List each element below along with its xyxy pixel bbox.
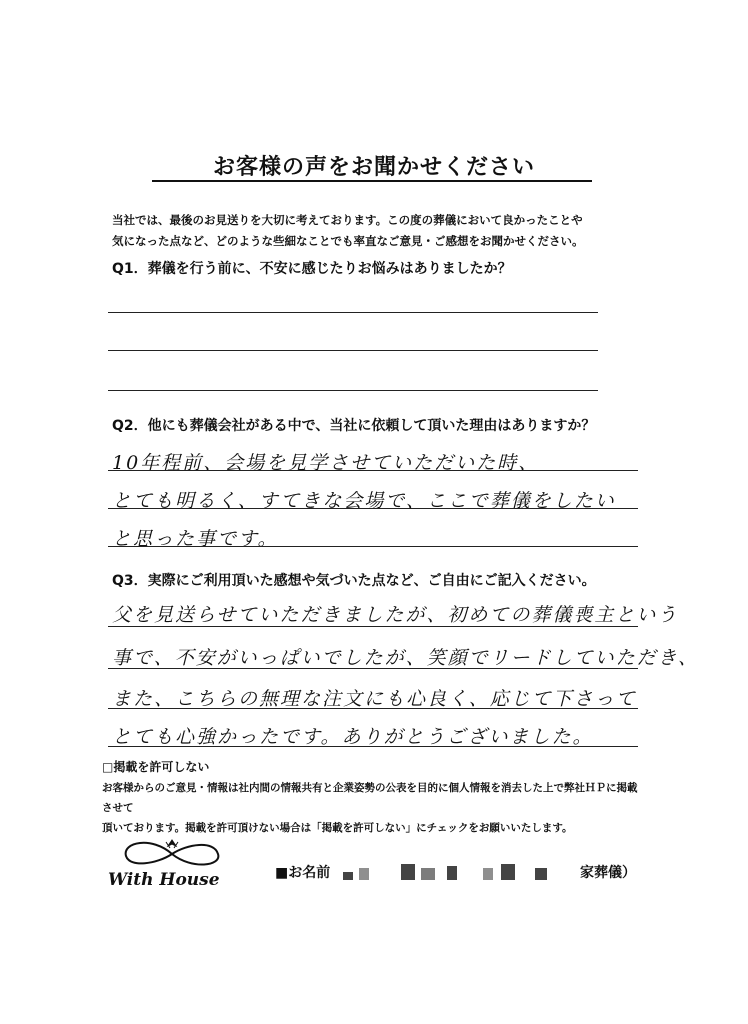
redacted-name: [335, 858, 575, 884]
handwritten-answer-line: 事で、不安がいっぱいでしたが、笑顔でリードしていただき、: [112, 647, 699, 669]
answer-line-2: [108, 350, 598, 351]
answer-line: [108, 470, 638, 471]
intro-line: 気になった点など、どのような些細なことでも率直なご意見・ご感想をお聞かせください。: [112, 234, 584, 248]
answer-line: [108, 708, 638, 709]
no-publish-checkbox[interactable]: □掲載を許可しない: [102, 760, 210, 774]
question-1: Q1．葬儀を行う前に、不安に感じたりお悩みはありましたか？: [112, 261, 512, 277]
handwritten-answer-line: と思った事です。: [112, 528, 279, 550]
question-3: Q3．実際にご利用頂いた感想や気づいた点など、ご自由にご記入ください。: [112, 573, 596, 589]
handwritten-answer-line: とても明るく、すてきな会場で、ここで葬儀をしたい: [112, 490, 616, 512]
answer-line: [108, 546, 638, 547]
notice-line: お客様からのご意見・情報は社内間の情報共有と企業姿勢の公表を目的に個人情報を消去した上で弊社ＨＰに掲載させて: [102, 782, 638, 814]
name-suffix: 家葬儀）: [580, 865, 636, 881]
handwritten-answer-line: 父を見送らせていただきましたが、初めての葬儀喪主という: [112, 604, 679, 626]
answer-line: [108, 508, 638, 509]
intro-line: 当社では、最後のお見送りを大切に考えております。この度の葬儀において良かったことや: [112, 213, 583, 227]
handwritten-answer-line: また、こちらの無理な注文にも心良く、応じて下さって: [112, 688, 637, 710]
answer-line-3: [108, 390, 598, 391]
question-2: Q2．他にも葬儀会社がある中で、当社に依頼して頂いた理由はありますか？: [112, 418, 596, 434]
answer-line-1: [108, 312, 598, 313]
company-logo-text: With House: [108, 870, 220, 890]
handwritten-answer-line: 10年程前、会場を見学させていただいた時、: [112, 452, 540, 474]
title-underline: [152, 180, 592, 182]
privacy-notice: [102, 778, 642, 838]
name-label: ■お名前: [275, 865, 331, 881]
answer-line: [108, 668, 638, 669]
answer-line: [108, 626, 638, 627]
answer-line: [108, 746, 638, 747]
notice-line: 頂いております。掲載を許可頂けない場合は「掲載を許可しない」にチェックをお願いいたします。: [102, 822, 573, 834]
intro-text: [112, 210, 672, 252]
handwritten-answer-line: とても心強かったです。ありがとうございました。: [112, 726, 594, 748]
page-title: お客様の声をお聞かせください: [212, 155, 535, 180]
